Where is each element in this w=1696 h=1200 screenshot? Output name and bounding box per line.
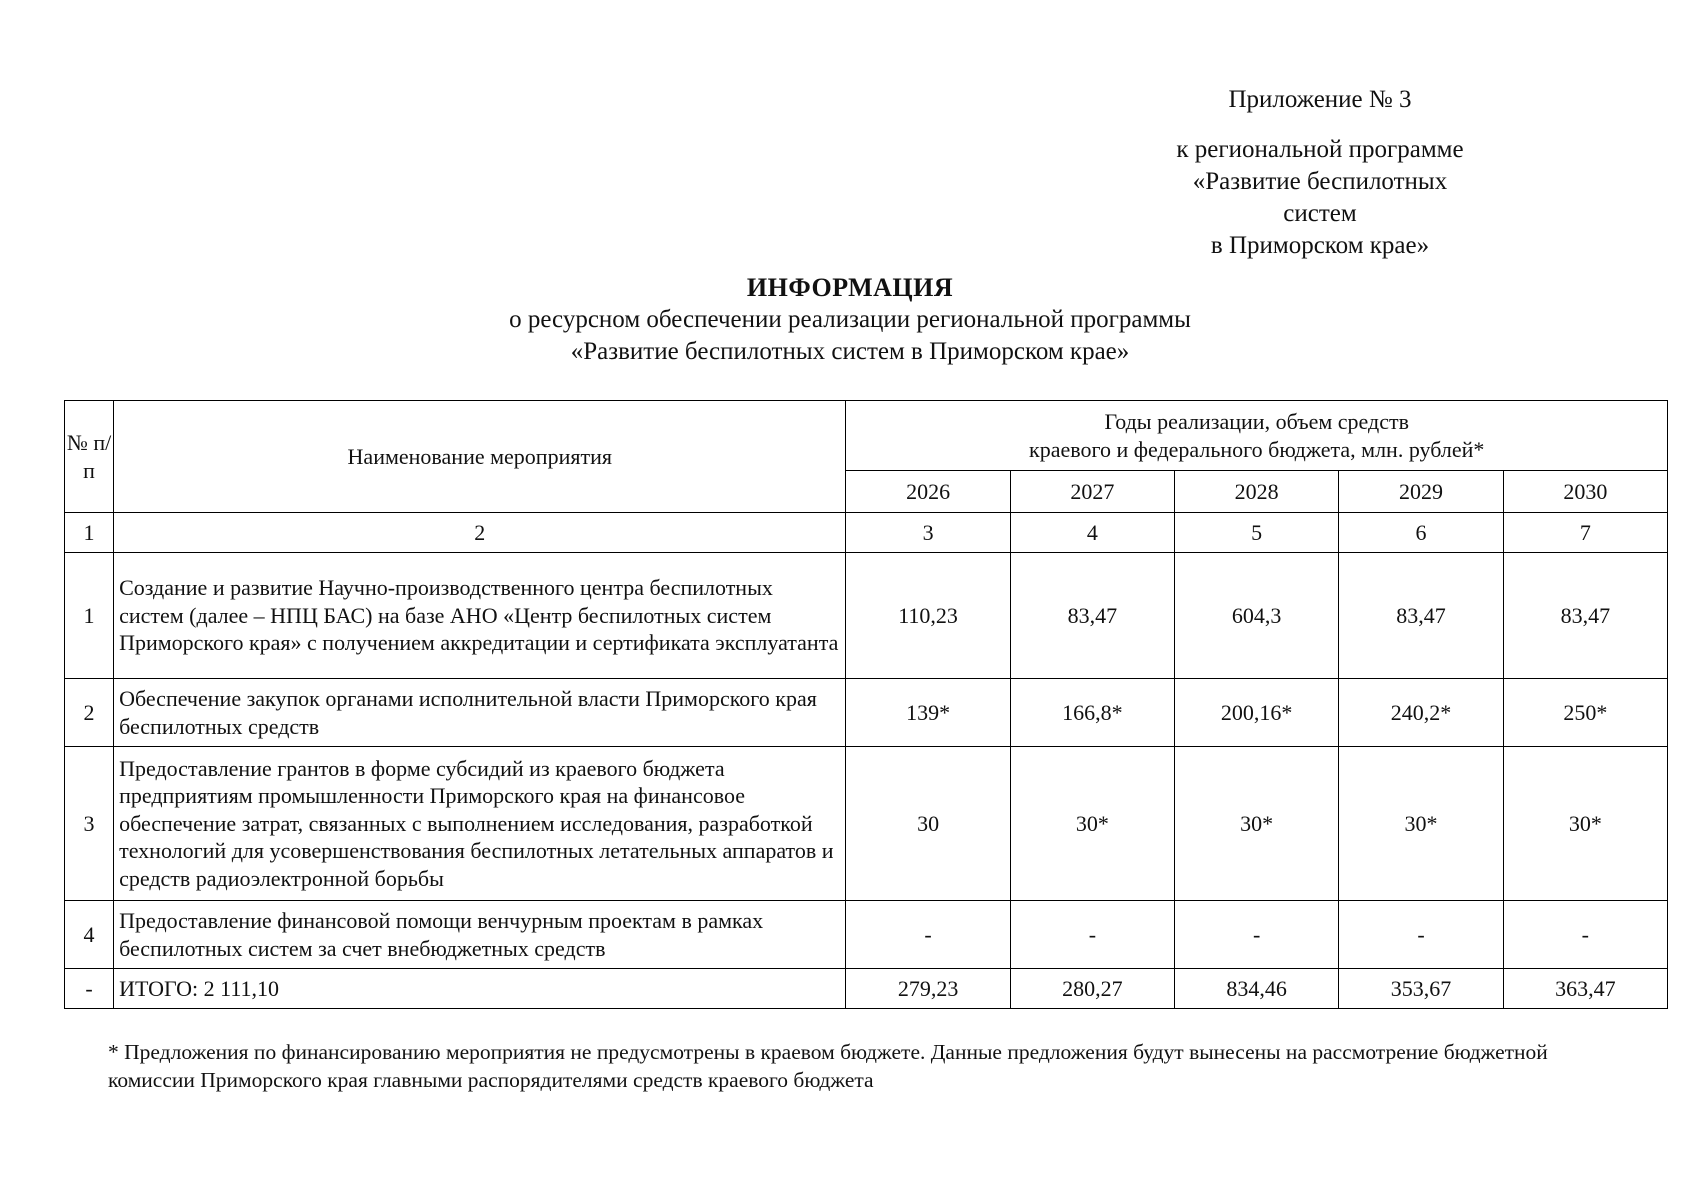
document-subtitle-2: «Развитие беспилотных систем в Приморском крае» <box>570 338 1130 365</box>
row-value: 139* <box>846 679 1010 747</box>
footnote: * Предложения по финансированию мероприятия не предусмотрены в краевом бюджете. Данные предложения будут вынесены на рассмотрение бюджетной комиссии Приморского края главными распорядителями средств краевого бюджета <box>108 1040 1548 1092</box>
document-title-block <box>380 272 1320 368</box>
row-value: 30* <box>1010 747 1174 901</box>
appendix-block <box>1170 84 1470 262</box>
header-year: 2030 <box>1503 471 1667 513</box>
column-index: 7 <box>1503 513 1667 553</box>
row-name: Предоставление грантов в форме субсидий из краевого бюджета предприятиям промышленности Приморского края на финансовое обеспечение затрат, связанных с выполнением исследования, разработкой технологий для усовершенствования беспилотных летательных аппаратов и средств радиоэлектронной борьбы <box>114 747 846 901</box>
table-row <box>65 679 1668 747</box>
row-value: 604,3 <box>1175 553 1339 679</box>
header-num-label: № п/п <box>66 430 112 483</box>
total-value: 834,46 <box>1175 969 1339 1009</box>
row-num: - <box>65 969 114 1009</box>
row-num: 1 <box>65 553 114 679</box>
column-index: 1 <box>65 513 114 553</box>
row-value: 83,47 <box>1339 553 1503 679</box>
appendix-line-2: «Развитие беспилотных систем <box>1192 168 1448 227</box>
total-label: ИТОГО: 2 111,10 <box>114 969 846 1009</box>
total-value: 279,23 <box>846 969 1010 1009</box>
document-title: ИНФОРМАЦИЯ <box>746 273 954 302</box>
header-year: 2026 <box>846 471 1010 513</box>
header-year: 2027 <box>1010 471 1174 513</box>
column-index: 2 <box>114 513 846 553</box>
row-num: 4 <box>65 901 114 969</box>
row-value: - <box>1339 901 1503 969</box>
row-num: 3 <box>65 747 114 901</box>
header-num <box>65 401 114 513</box>
row-value: - <box>1175 901 1339 969</box>
header-name-label: Наименование мероприятия <box>347 443 612 469</box>
column-index-row <box>65 513 1668 553</box>
table-row <box>65 901 1668 969</box>
table-row <box>65 747 1668 901</box>
header-years-group <box>846 401 1668 471</box>
row-value: 30* <box>1175 747 1339 901</box>
row-value: - <box>846 901 1010 969</box>
row-value: 250* <box>1503 679 1667 747</box>
row-value: 30* <box>1503 747 1667 901</box>
table-header-row <box>65 401 1668 471</box>
total-value: 363,47 <box>1503 969 1667 1009</box>
header-name <box>114 401 846 513</box>
header-years-group-line-2: краевого и федерального бюджета, млн. рублей* <box>1029 436 1485 462</box>
row-num: 2 <box>65 679 114 747</box>
row-value: 200,16* <box>1175 679 1339 747</box>
appendix-line-1: к региональной программе <box>1176 136 1464 163</box>
row-value: 30 <box>846 747 1010 901</box>
row-name: Обеспечение закупок органами исполнительной власти Приморского края беспилотных средств <box>114 679 846 747</box>
row-value: 240,2* <box>1339 679 1503 747</box>
row-name: Предоставление финансовой помощи венчурным проектам в рамках беспилотных систем за счет внебюджетных средств <box>114 901 846 969</box>
row-value: 83,47 <box>1503 553 1667 679</box>
column-index: 6 <box>1339 513 1503 553</box>
total-value: 280,27 <box>1010 969 1174 1009</box>
row-name: Создание и развитие Научно-производственного центра беспилотных систем (далее – НПЦ БАС) на базе АНО «Центр беспилотных систем Приморского края» с получением аккредитации и сертификата эксплуатанта <box>114 553 846 679</box>
row-value: 30* <box>1339 747 1503 901</box>
table-row <box>65 553 1668 679</box>
appendix-line-3: в Приморском крае» <box>1210 232 1430 259</box>
row-value: - <box>1503 901 1667 969</box>
row-value: - <box>1010 901 1174 969</box>
resource-table <box>64 400 1668 1009</box>
header-year: 2028 <box>1175 471 1339 513</box>
header-year: 2029 <box>1339 471 1503 513</box>
row-value: 166,8* <box>1010 679 1174 747</box>
document-subtitle-1: о ресурсном обеспечении реализации региональной программы <box>509 306 1191 333</box>
row-value: 110,23 <box>846 553 1010 679</box>
row-value: 83,47 <box>1010 553 1174 679</box>
appendix-number: Приложение № 3 <box>1228 86 1412 113</box>
total-row <box>65 969 1668 1009</box>
column-index: 3 <box>846 513 1010 553</box>
column-index: 5 <box>1175 513 1339 553</box>
column-index: 4 <box>1010 513 1174 553</box>
total-value: 353,67 <box>1339 969 1503 1009</box>
header-years-group-line-1: Годы реализации, объем средств <box>1104 409 1409 434</box>
